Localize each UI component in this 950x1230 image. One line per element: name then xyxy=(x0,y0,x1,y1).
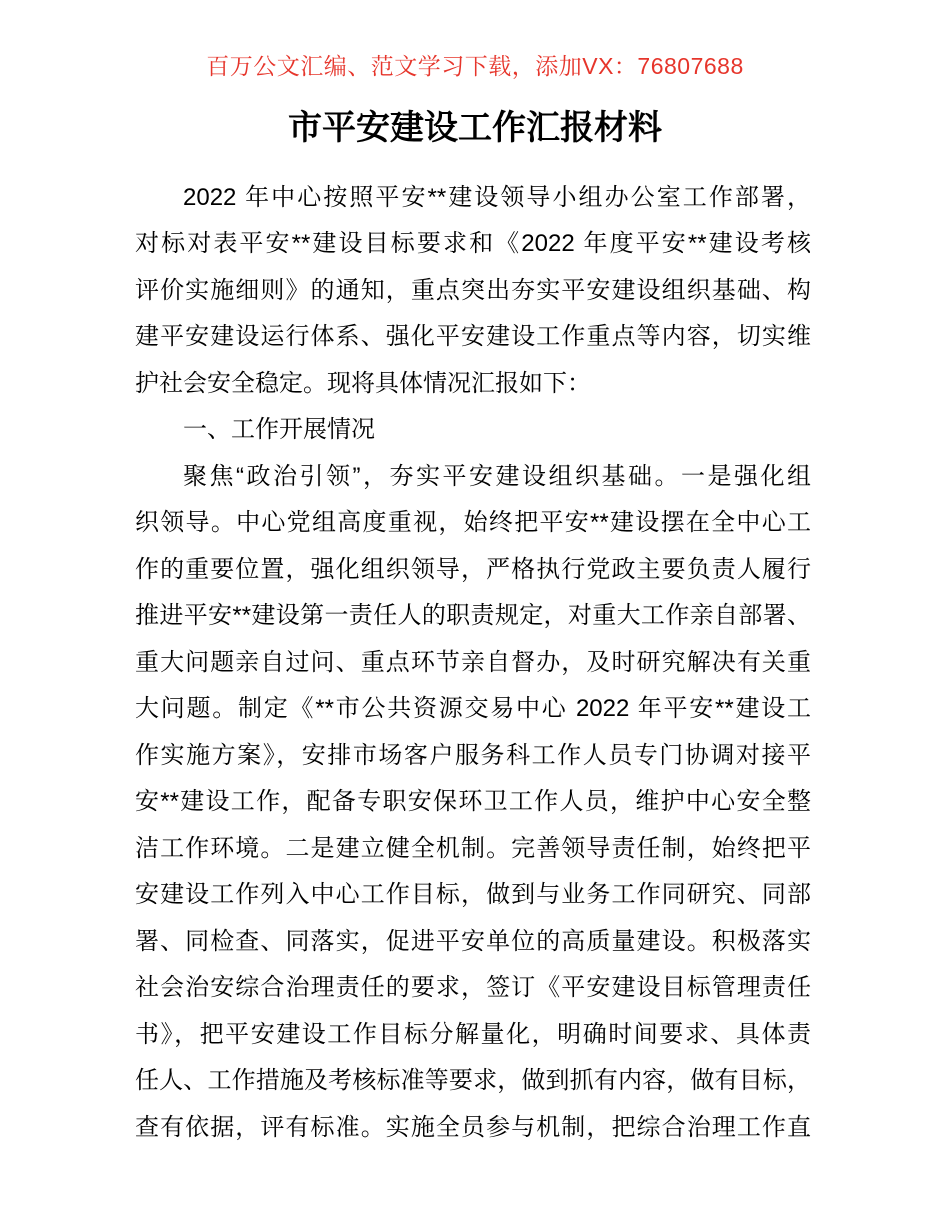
text-line: 安建设工作列入中心工作目标，做到与业务工作同研究、同部 xyxy=(135,881,811,909)
text-line: 书》，把平安建设工作目标分解量化，明确时间要求、具体责 xyxy=(135,1020,811,1048)
text-line: 聚焦“政治引领”，夯实平安建设组织基础。一是强化组 xyxy=(183,462,811,490)
text-line: 重大问题亲自过问、重点环节亲自督办，及时研究解决有关重 xyxy=(135,648,811,676)
text-line: 社会治安综合治理责任的要求，签订《平安建设目标管理责任 xyxy=(135,974,811,1002)
text-line: 建平安建设运行体系、强化平安建设工作重点等内容，切实维 xyxy=(135,323,811,351)
document-body xyxy=(135,175,811,1152)
text-line: 署、同检查、同落实，促进平安单位的高质量建设。积极落实 xyxy=(135,927,811,955)
text-line: 作实施方案》，安排市场客户服务科工作人员专门协调对接平 xyxy=(135,741,811,769)
document-title: 市平安建设工作汇报材料 xyxy=(288,109,662,147)
text-line: 作的重要位置，强化组织领导，严格执行党政主要负责人履行 xyxy=(135,555,811,583)
text-line: 织领导。中心党组高度重视，始终把平安**建设摆在全中心工 xyxy=(135,509,811,537)
text-line: 查有依据，评有标准。实施全员参与机制，把综合治理工作直 xyxy=(135,1113,811,1141)
text-line: 洁工作环境。二是建立健全机制。完善领导责任制，始终把平 xyxy=(135,834,811,862)
text-line: 对标对表平安**建设目标要求和《2022 年度平安**建设考核 xyxy=(135,230,811,258)
text-line: 推进平安**建设第一责任人的职责规定，对重大工作亲自部署、 xyxy=(135,602,811,630)
section-heading: 一、工作开展情况 xyxy=(183,416,375,444)
text-line: 任人、工作措施及考核标准等要求，做到抓有内容，做有目标， xyxy=(135,1067,811,1095)
text-line: 2022 年中心按照平安**建设领导小组办公室工作部署， xyxy=(183,183,811,211)
text-line: 安**建设工作，配备专职安保环卫工作人员，维护中心安全整 xyxy=(135,788,811,816)
promo-watermark-text: 百万公文汇编、范文学习下载，添加VX：76807688 xyxy=(206,53,744,79)
text-line: 护社会安全稳定。现将具体情况汇报如下： xyxy=(135,369,591,397)
text-line: 评价实施细则》的通知，重点突出夯实平安建设组织基础、构 xyxy=(135,276,811,304)
text-line: 大问题。制定《**市公共资源交易中心 2022 年平安**建设工 xyxy=(135,695,811,723)
